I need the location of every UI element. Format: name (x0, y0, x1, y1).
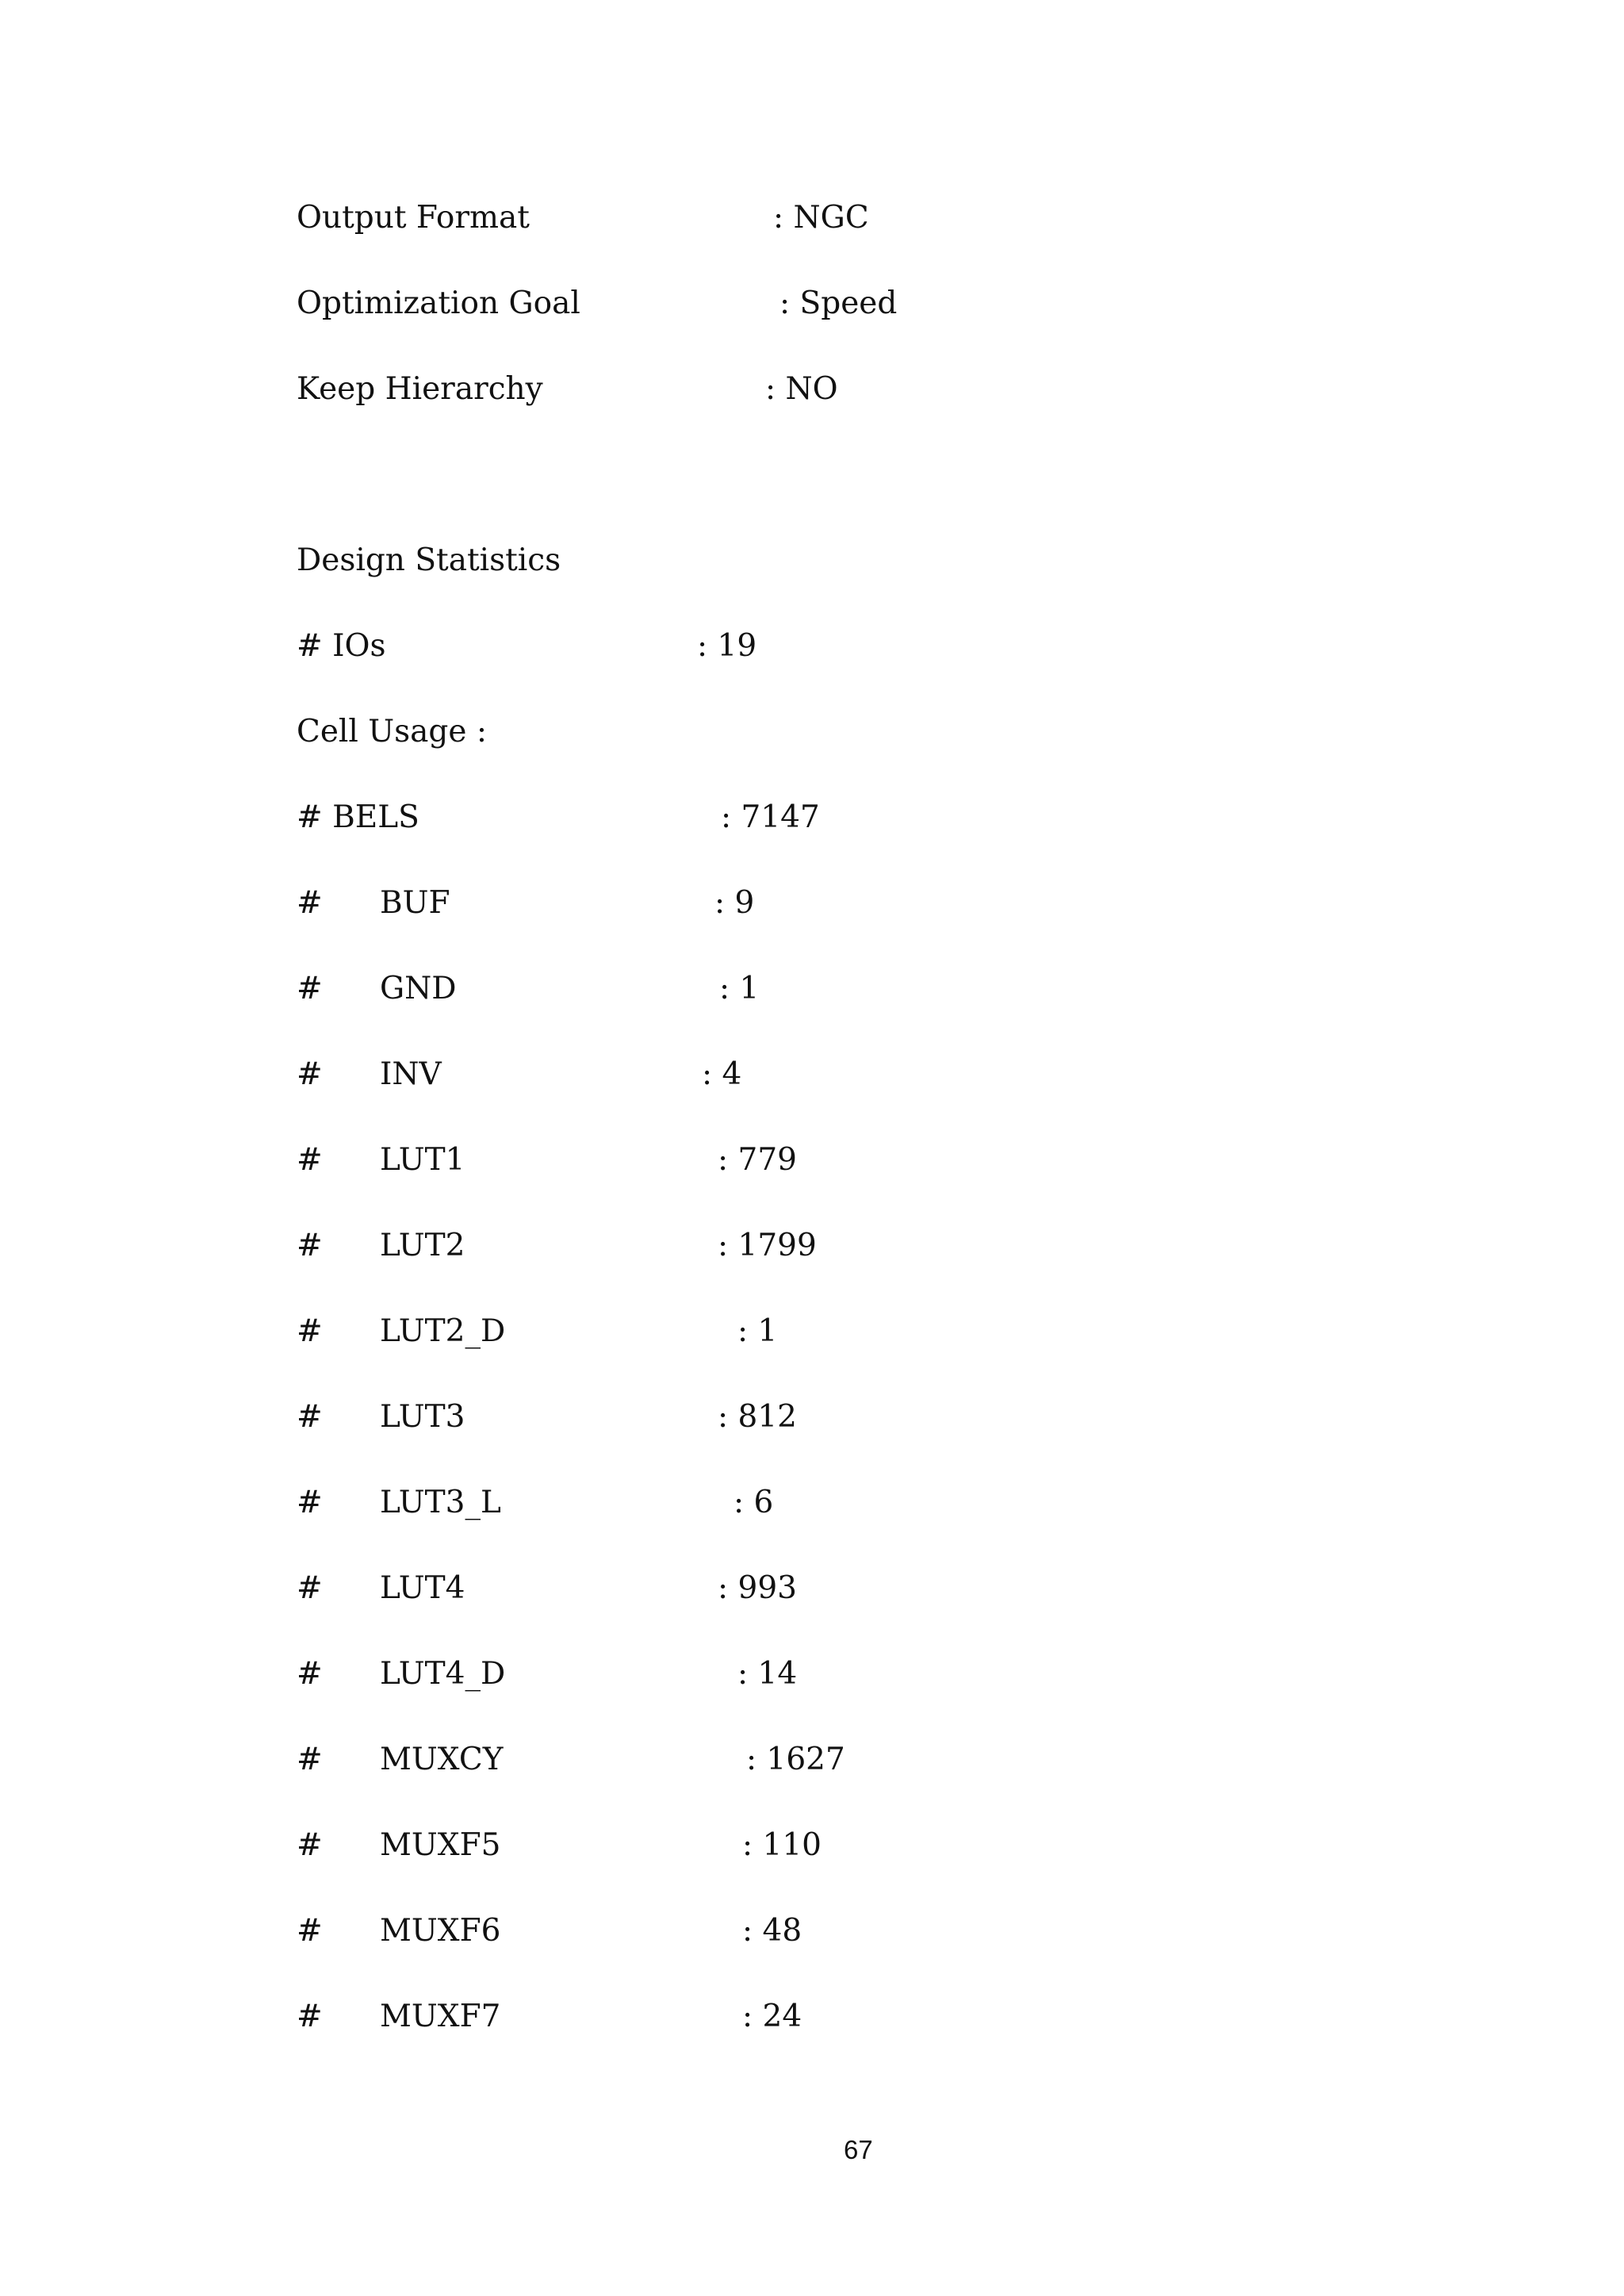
lut4-value: : 993 (718, 1570, 797, 1606)
gnd-value: : 1 (719, 971, 760, 1006)
lut3-name: LUT3 (380, 1399, 465, 1435)
lut2-d-hash: # (297, 1313, 323, 1349)
lut2-d-name: LUT2_D (380, 1313, 506, 1349)
cell-usage-label: Cell Usage : (297, 714, 487, 749)
bels-label: # BELS (297, 799, 419, 835)
lut1-name: LUT1 (380, 1142, 465, 1178)
inv-value: : 4 (702, 1056, 742, 1092)
lut2-value: : 1799 (718, 1228, 817, 1263)
lut2-name: LUT2 (380, 1228, 465, 1263)
lut3-hash: # (297, 1399, 323, 1435)
gnd-name: GND (380, 971, 457, 1006)
muxf7-value: : 24 (742, 1999, 802, 2034)
output-format-value: : NGC (773, 200, 869, 236)
lut4-d-hash: # (297, 1656, 323, 1692)
lut4-name: LUT4 (380, 1570, 465, 1606)
lut4-d-name: LUT4_D (380, 1656, 506, 1692)
lut1-value: : 779 (718, 1142, 797, 1178)
lut4-hash: # (297, 1570, 323, 1606)
ios-value: : 19 (697, 628, 757, 664)
inv-hash: # (297, 1056, 323, 1092)
muxcy-value: : 1627 (746, 1742, 845, 1777)
ios-label: # IOs (297, 628, 386, 664)
lut2-d-value: : 1 (737, 1313, 778, 1349)
inv-name: INV (380, 1056, 442, 1092)
lut3-l-hash: # (297, 1485, 323, 1520)
output-format-label: Output Format (297, 200, 530, 236)
lut3-l-value: : 6 (733, 1485, 774, 1520)
muxcy-hash: # (297, 1742, 323, 1777)
lut3-l-name: LUT3_L (380, 1485, 501, 1520)
gnd-hash: # (297, 971, 323, 1006)
buf-name: BUF (380, 885, 450, 921)
design-statistics-heading: Design Statistics (297, 542, 561, 578)
optimization-goal-value: : Speed (779, 286, 898, 321)
muxf6-name: MUXF6 (380, 1913, 501, 1949)
keep-hierarchy-value: : NO (765, 371, 838, 407)
keep-hierarchy-label: Keep Hierarchy (297, 371, 543, 407)
lut3-value: : 812 (718, 1399, 797, 1435)
page-number: 67 (844, 2135, 873, 2164)
muxf5-value: : 110 (742, 1827, 822, 1863)
muxf7-hash: # (297, 1999, 323, 2034)
buf-value: : 9 (714, 885, 755, 921)
lut4-d-value: : 14 (737, 1656, 798, 1692)
lut1-hash: # (297, 1142, 323, 1178)
lut2-hash: # (297, 1228, 323, 1263)
bels-value: : 7147 (721, 799, 820, 835)
muxf6-hash: # (297, 1913, 323, 1949)
buf-hash: # (297, 885, 323, 921)
muxf5-name: MUXF5 (380, 1827, 501, 1863)
muxf7-name: MUXF7 (380, 1999, 501, 2034)
muxcy-name: MUXCY (380, 1742, 504, 1777)
muxf6-value: : 48 (742, 1913, 802, 1949)
muxf5-hash: # (297, 1827, 323, 1863)
optimization-goal-label: Optimization Goal (297, 286, 580, 321)
